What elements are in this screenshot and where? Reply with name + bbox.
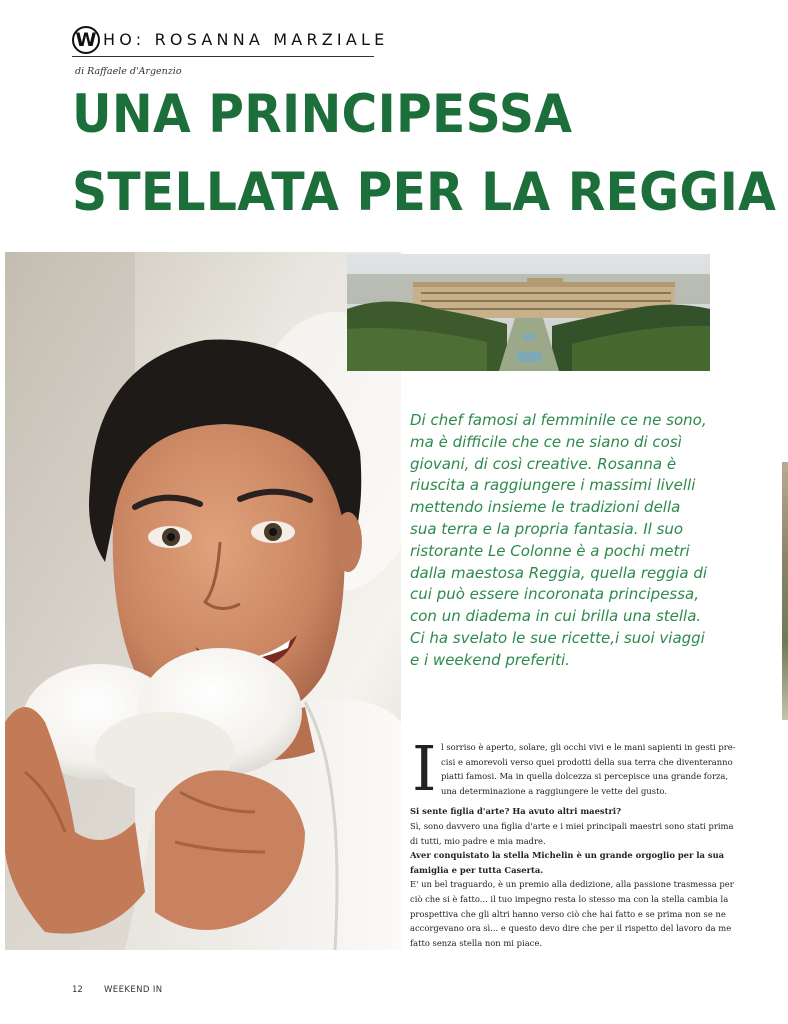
article-body <box>410 740 740 950</box>
intro-line: con un diadema in cui brilla una stella. <box>410 607 702 626</box>
headline-line-2: STELLATA PER LA REGGIA <box>72 162 777 223</box>
drop-cap: I <box>412 732 437 805</box>
magazine-name: WEEKEND IN <box>104 985 163 995</box>
interview-answer-line: prospettiva che gli altri hanno verso ciò che hai fatto e se prima non se ne <box>410 908 726 919</box>
intro-line: ma è difficile che ce ne siano di così <box>410 432 682 451</box>
intro-line: sua terra e la propria fantasia. Il suo <box>410 519 684 538</box>
intro-paragraph <box>410 410 740 672</box>
interview-answer-line: accorgevano ora sì... e questo devo dire che per il rispetto del lavoro da me <box>410 923 732 934</box>
who-logo: W <box>72 26 100 54</box>
intro-line: ristorante Le Colonne è a pochi metri <box>410 541 690 560</box>
interview-answer-line: fatto senza stella non mi piace. <box>410 937 542 948</box>
interview-answer-line: di tutti, mio padre e mia madre. <box>410 835 546 846</box>
section-title: HO: ROSANNA MARZIALE <box>103 30 389 49</box>
intro-line: mettendo insieme le tradizioni della <box>410 498 681 517</box>
intro-line: e i weekend preferiti. <box>410 650 570 669</box>
lead-line: l sorriso è aperto, solare, gli occhi vivi e le mani sapienti in gesti pre- <box>441 742 736 752</box>
lead-line: piatti famosi. Ma in quella dolcezza si percepisce una grande forza, <box>441 771 729 782</box>
adjacent-page-photo-edge <box>782 462 788 720</box>
header-rule <box>72 56 374 57</box>
intro-line: Ci ha svelato le sue ricette,i suoi viaggi <box>410 628 705 647</box>
interview-question-line: famiglia e per tutta Caserta. <box>410 864 544 875</box>
byline: di Raffaele d'Argenzio <box>75 66 182 77</box>
interview-answer-line: E' un bel traguardo, è un premio alla dedizione, alla passione trasmessa per <box>410 879 734 890</box>
interview-question: Si sente figlia d'arte? Ha avuto altri maestri? <box>410 806 622 817</box>
palace-photo <box>347 254 710 371</box>
chef-photo-illustration <box>5 252 401 950</box>
chef-photo <box>5 252 401 950</box>
intro-line: cui può essere incoronata principessa, <box>410 585 700 604</box>
headline-line-1: UNA PRINCIPESSA <box>72 84 573 145</box>
lead-line: una determinazione a raggiungere le vette del gusto. <box>441 785 667 796</box>
intro-line: dalla maestosa Reggia, quella reggia di <box>410 563 708 582</box>
palace-photo-illustration <box>347 254 710 371</box>
interview-question-line: Aver conquistato la stella Michelin è un grande orgoglio per la sua <box>410 850 725 861</box>
interview-answer-line: Sì, sono davvero una figlia d'arte e i miei principali maestri sono stati prima <box>410 820 734 831</box>
lead-line: cisi e amorevoli verso quei prodotti della sua terra che diventeranno <box>441 756 733 767</box>
page-number: 12 <box>72 985 83 995</box>
intro-line: Di chef famosi al femminile ce ne sono, <box>410 411 707 429</box>
intro-line: giovani, di così creative. Rosanna è <box>410 454 677 473</box>
interview-answer-line: ciò che si è fatto... il tuo impegno resta lo stesso ma con la stella cambia la <box>410 893 729 904</box>
intro-line: riuscita a raggiungere i massimi livelli <box>410 476 696 495</box>
